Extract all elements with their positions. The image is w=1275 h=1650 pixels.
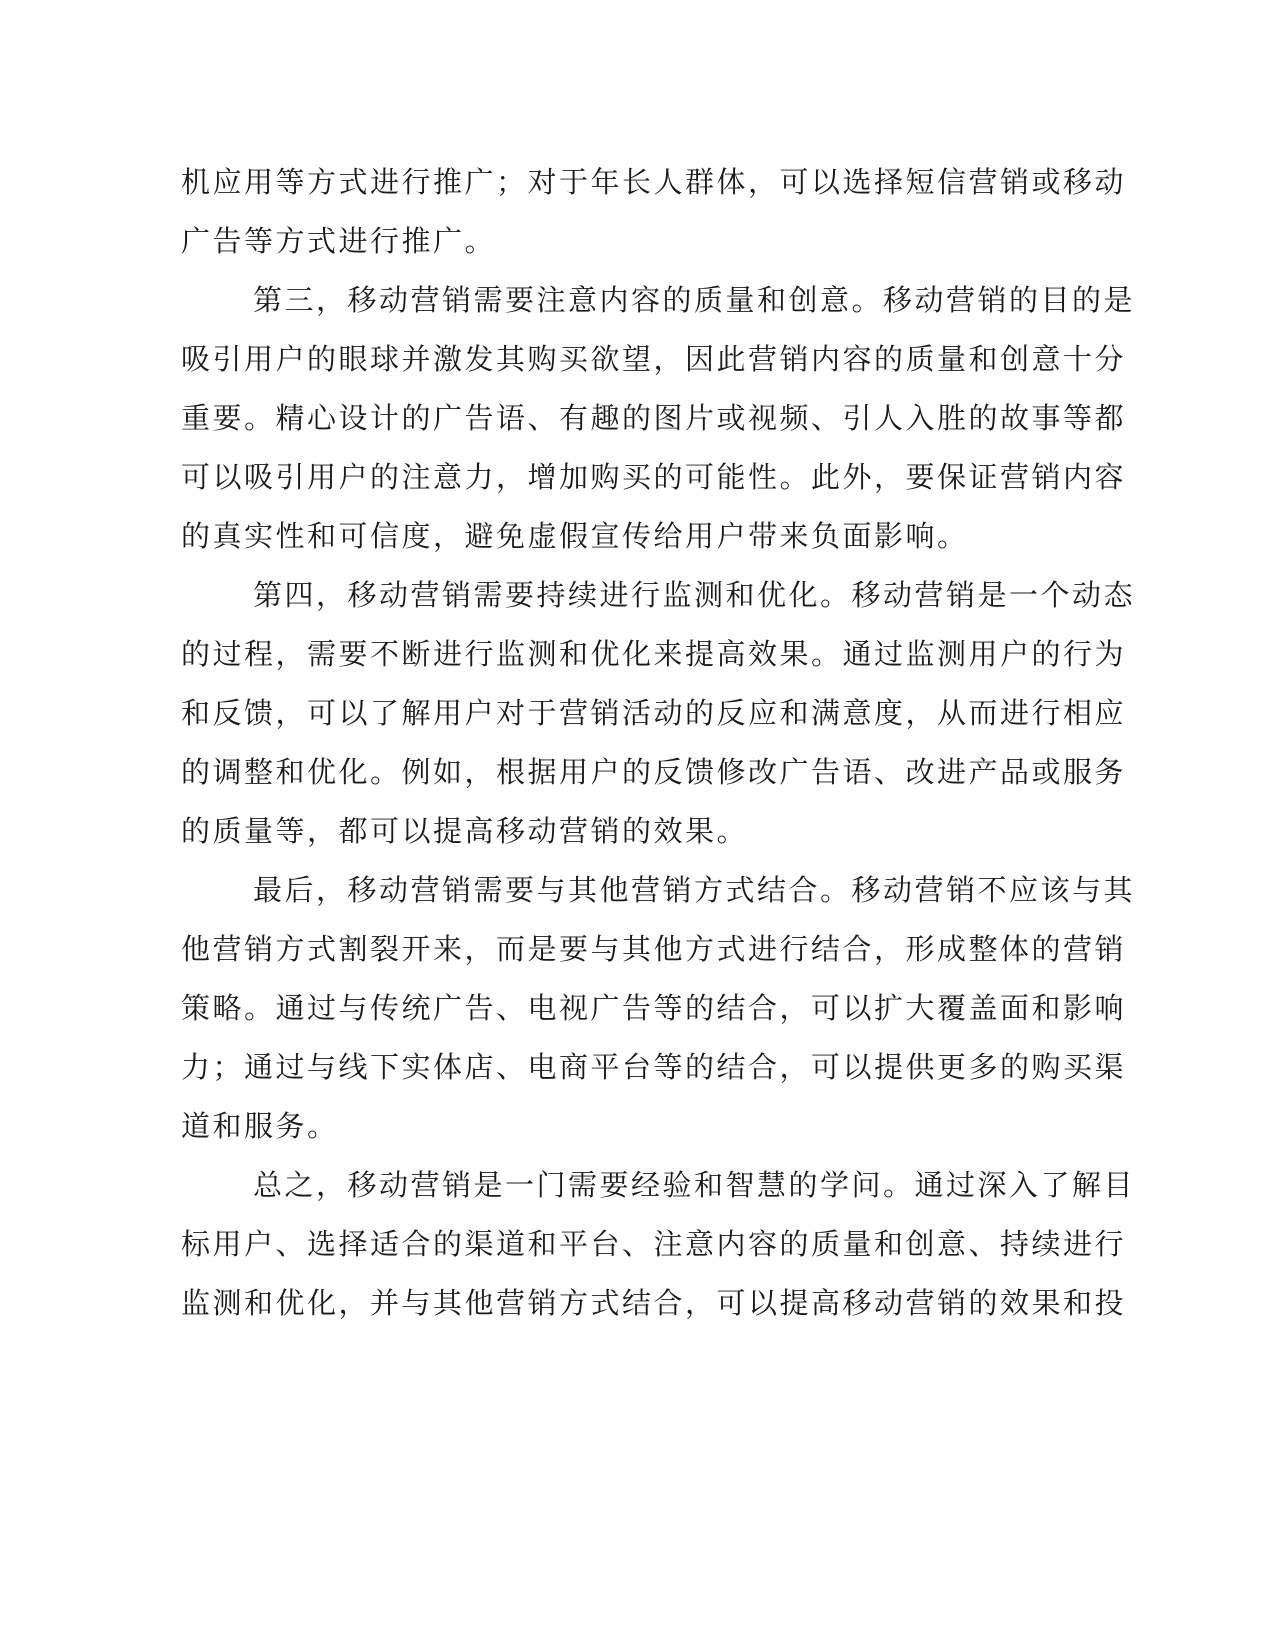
text-line: 他营销方式割裂开来，而是要与其他方式进行结合，形成整体的营销 bbox=[181, 932, 1127, 966]
text-line: 标用户、选择适合的渠道和平台、注意内容的质量和创意、持续进行 bbox=[181, 1227, 1127, 1261]
text-line: 的真实性和可信度，避免虚假宣传给用户带来负面影响。 bbox=[181, 519, 969, 553]
text-line: 重要。精心设计的广告语、有趣的图片或视频、引人入胜的故事等都 bbox=[181, 401, 1127, 435]
text-line: 力；通过与线下实体店、电商平台等的结合，可以提供更多的购买渠 bbox=[181, 1050, 1127, 1084]
document-body bbox=[181, 158, 1136, 1338]
text-line: 道和服务。 bbox=[181, 1109, 339, 1143]
paragraph-last bbox=[181, 866, 1136, 1161]
text-line: 机应用等方式进行推广；对于年长人群体，可以选择短信营销或移动 bbox=[181, 165, 1127, 199]
text-line: 可以吸引用户的注意力，增加购买的可能性。此外，要保证营销内容 bbox=[181, 460, 1127, 494]
text-line: 最后，移动营销需要与其他营销方式结合。移动营销不应该与其 bbox=[253, 873, 1136, 907]
text-line: 策略。通过与传统广告、电视广告等的结合，可以扩大覆盖面和影响 bbox=[181, 991, 1127, 1025]
text-line: 总之，移动营销是一门需要经验和智慧的学问。通过深入了解目 bbox=[253, 1168, 1136, 1202]
text-line: 吸引用户的眼球并激发其购买欲望，因此营销内容的质量和创意十分 bbox=[181, 342, 1127, 376]
text-line: 广告等方式进行推广。 bbox=[181, 224, 497, 258]
paragraph-summary bbox=[181, 1161, 1136, 1338]
text-line: 的调整和优化。例如，根据用户的反馈修改广告语、改进产品或服务 bbox=[181, 755, 1127, 789]
paragraph-third bbox=[181, 276, 1136, 571]
text-line: 第三，移动营销需要注意内容的质量和创意。移动营销的目的是 bbox=[253, 283, 1136, 317]
paragraph-fourth bbox=[181, 571, 1136, 866]
text-line: 的质量等，都可以提高移动营销的效果。 bbox=[181, 814, 749, 848]
text-line: 第四，移动营销需要持续进行监测和优化。移动营销是一个动态 bbox=[253, 578, 1136, 612]
text-line: 的过程，需要不断进行监测和优化来提高效果。通过监测用户的行为 bbox=[181, 637, 1127, 671]
paragraph-continued bbox=[181, 158, 1127, 276]
text-line: 和反馈，可以了解用户对于营销活动的反应和满意度，从而进行相应 bbox=[181, 696, 1127, 730]
text-line: 监测和优化，并与其他营销方式结合，可以提高移动营销的效果和投 bbox=[181, 1286, 1127, 1320]
